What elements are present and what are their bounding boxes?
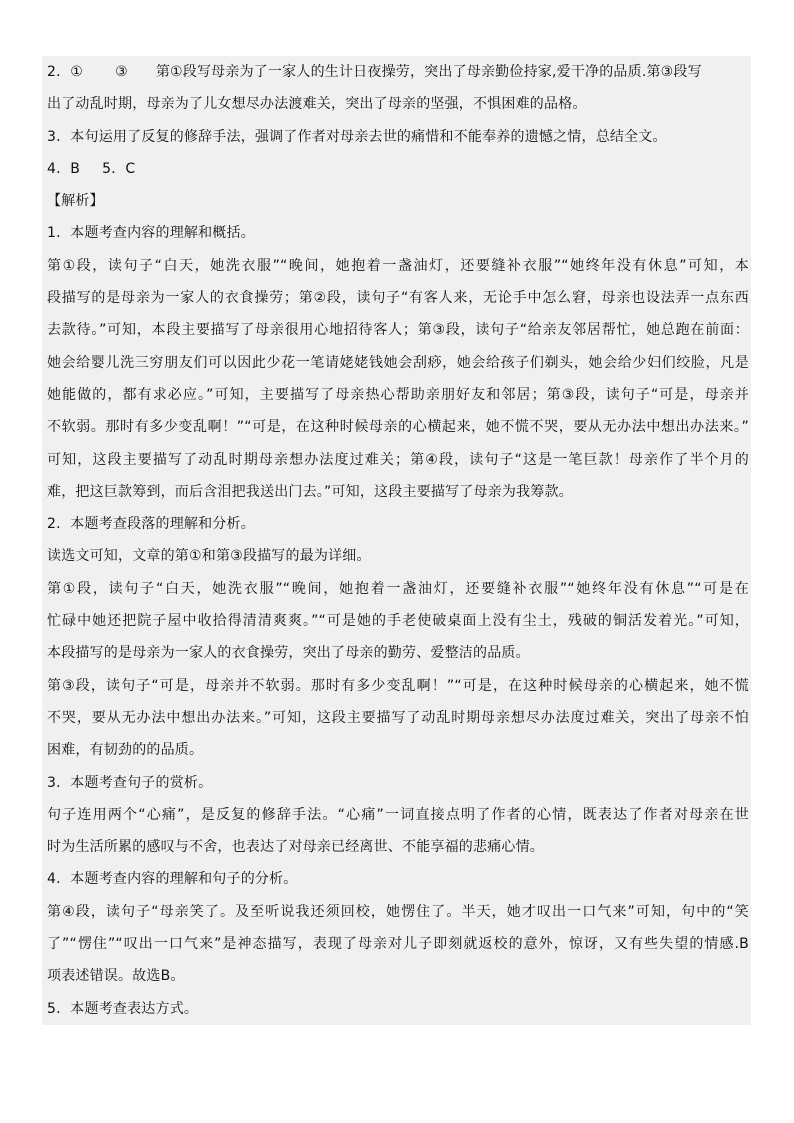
- text-line-25: 时为生活所累的感叹与不舍，也表达了对母亲已经离世、不能享福的悲痛心情。: [47, 839, 544, 856]
- text-line-11: 她能做的，都有求必应。”可知，主要描写了母亲热心帮助亲朋好友和邻居；第③段，读句子“可是，母亲并: [47, 386, 749, 403]
- text-line-1: [42, 56, 751, 88]
- text-line-10: 她会给婴儿洗三穷朋友们可以因此少花一笔请姥姥钱她会刮痧，她会给孩子们剃头，她会给少妇们绞脸，凡是: [47, 354, 749, 371]
- text-line-26: 4．本题考查内容的理解和句子的分析。: [47, 871, 298, 888]
- line-1-part-2: ③: [115, 64, 128, 80]
- line-1-part-3: 第①段写母亲为了一家人的生计日夜操劳，突出了母亲勤俭持家,爱干净的品质.第③段写: [155, 64, 702, 80]
- text-line-30: 5．本题考查表达方式。: [47, 1000, 199, 1017]
- text-line-13: 可知，这段主要描写了动乱时期母亲想办法度过难关；第④段，读句子“这是一笔巨款！母亲作了半个月的: [47, 451, 749, 468]
- text-line-24: 句子连用两个“心痛”，是反复的修辞手法。“心痛”一词直接点明了作者的心情，既表达了作者对母亲在世: [47, 806, 749, 823]
- text-line-8: 段描写的是母亲为一家人的衣食操劳；第②段，读句子“有客人来，无论手中怎么窘，母亲也设法弄一点东西: [47, 290, 749, 307]
- text-line-18: 忙碌中她还把院子屋中收拾得清清爽爽。”“可是她的手老使破桌面上没有尘土，残破的铜活发着光。”可知，: [47, 613, 749, 630]
- text-line-29: 项表述错误。故选B。: [47, 968, 185, 985]
- text-line-12: 不软弱。那时有多少变乱啊！”“可是，在这种时候母亲的心横起来，她不慌不哭，要从无办法中想出办法来。”: [47, 419, 749, 436]
- text-line-28: 了”“愣住”“叹出一口气来”是神态描写，表现了母亲对儿子即刻就返校的意外，惊讶，又有些失望的情感.B: [47, 936, 749, 953]
- text-line-9: 去款待。”可知，本段主要描写了母亲很用心地招待客人；第③段，读句子“给亲友邻居帮忙，她总跑在前面：: [47, 322, 749, 339]
- text-line-4: [42, 153, 751, 185]
- answer-content: [42, 56, 751, 1025]
- text-line-22: 困难，有韧劲的的品质。: [47, 742, 204, 759]
- text-line-17: 第①段，读句子“白天，她洗衣服”“晚间，她抱着一盏油灯，还要缝补衣服”“她终年没有休息”“可是在: [47, 580, 749, 597]
- text-line-6: 1．本题考查内容的理解和概括。: [47, 225, 255, 242]
- text-line-14: 难，把这巨款筹到，而后含泪把我送出门去。”可知，这段主要描写了母亲为我筹款。: [47, 483, 573, 500]
- text-line-7: 第①段，读句子“白天，她洗衣服”“晚间，她抱着一盏油灯，还要缝补衣服”“她终年没有休息”可知，本: [47, 257, 749, 274]
- text-line-20: 第③段，读句子“可是，母亲并不软弱。那时有多少变乱啊！”“可是，在这种时候母亲的心横起来，她不慌: [47, 677, 749, 694]
- text-line-23: 3．本题考查句子的赏析。: [47, 774, 213, 791]
- analysis-heading: 【解析】: [47, 193, 104, 210]
- text-line-15: 2．本题考查段落的理解和分析。: [47, 516, 255, 533]
- text-line-2: 出了动乱时期，母亲为了儿女想尽办法渡难关，突出了母亲的坚强，不惧困难的品格。: [47, 96, 587, 113]
- line-1-part-1: 2．①: [47, 64, 84, 80]
- text-line-21: 不哭，要从无办法中想出办法来。”可知，这段主要描写了动乱时期母亲想尽办法度过难关，突出了母亲不怕: [47, 709, 749, 726]
- text-line-19: 本段描写的是母亲为一家人的衣食操劳，突出了母亲的勤劳、爱整洁的品质。: [47, 645, 530, 662]
- text-line-3: 3．本句运用了反复的修辞手法，强调了作者对母亲去世的痛惜和不能奉养的遗憾之情，总结全文。: [47, 128, 667, 145]
- answer-4: 4．B: [47, 160, 81, 177]
- answer-5: 5．C: [102, 160, 136, 177]
- text-line-27: 第④段，读句子“母亲笑了。及至听说我还须回校，她愣住了。半天，她才叹出一口气来”可知，句中的“笑: [47, 903, 749, 920]
- text-line-16: 读选文可知，文章的第①和第③段描写的最为详细。: [47, 548, 371, 565]
